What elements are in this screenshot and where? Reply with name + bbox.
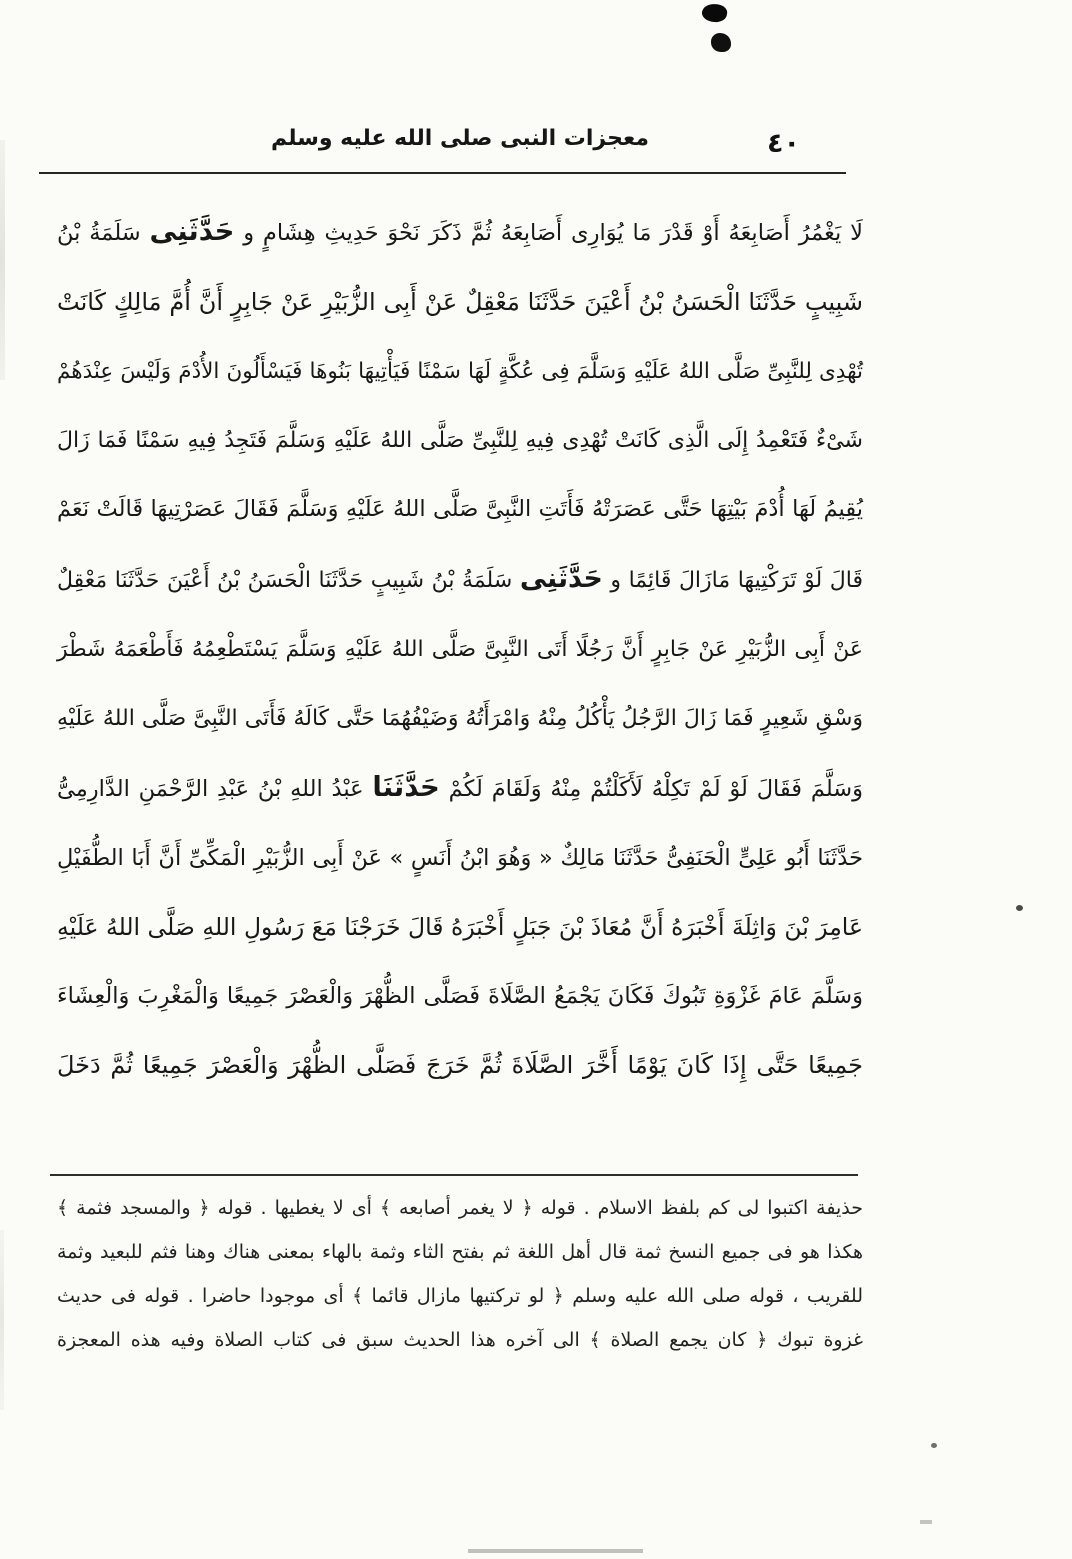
- text-segment: هكذا هو فى جميع النسخ ثمة قال أهل اللغة ثم بفتح الثاء وثمة بالهاء بمعنى هناك وهنا فثم للبعيد وثمة: [57, 1241, 863, 1263]
- text-segment: شَبِيبٍ حَدَّثَنَا الْحَسَنُ بْنُ أَعْيَنَ حَدَّثَنَا مَعْقِلٌ عَنْ أَبِى الزُّبَيْرِ عَنْ جَابِرٍ أَنَّ أُمَّ مَالِكٍ كَانَتْ: [57, 288, 863, 316]
- text-line: [57, 824, 863, 893]
- text-line: [57, 893, 863, 962]
- text-line: [57, 1274, 863, 1318]
- footnote-separator-rule: [50, 1174, 858, 1176]
- text-segment: لَا يَغْمُرُ أَصَابِعَهُ أَوْ قَدْرَ مَا يُوَارِى أَصَابِعَهُ ثُمَّ ذَكَرَ نَحْوَ حَدِيثِ هِشَامٍ و: [234, 220, 863, 246]
- text-line: [57, 1186, 863, 1230]
- scan-artifact: [468, 1549, 643, 1553]
- text-segment: جَمِيعًا حَتَّى إِذَا كَانَ يَوْمًا أَخَّرَ الصَّلَاةَ ثُمَّ خَرَجَ فَصَلَّى الظُّهْرَ وَالْعَصْرَ جَمِيعًا ثُمَّ دَخَلَ: [57, 1051, 863, 1079]
- text-line: [57, 684, 863, 753]
- text-segment: تُهْدِى لِلنَّبِىِّ صَلَّى اللهُ عَلَيْهِ وَسَلَّمَ فِى عُكَّةٍ لَهَا سَمْنًا فَيَأْتِيهَا بَنُوهَا فَيَسْأَلُونَ الأُدْمَ وَلَيْسَ عِنْدَهُمْ: [57, 359, 863, 384]
- text-line: [57, 197, 863, 268]
- text-line: [57, 1031, 863, 1100]
- scan-artifact: [920, 1520, 932, 1524]
- scan-artifact: [1016, 905, 1023, 911]
- text-segment: عَامِرَ بْنَ وَاثِلَةَ أَخْبَرَهُ أَنَّ مُعَاذَ بْنَ جَبَلٍ أَخْبَرَهُ قَالَ خَرَجْنَا مَعَ رَسُولِ اللهِ صَلَّى اللهُ عَلَيْهِ: [57, 913, 863, 941]
- scan-artifact: [931, 1443, 937, 1448]
- text-line: [57, 337, 863, 406]
- text-segment: وَسْقِ شَعِيرٍ فَمَا زَالَ الرَّجُلُ يَأْكُلُ مِنْهُ وَامْرَأَتُهُ وَضَيْفُهُمَا حَتَّى كَالَهُ فَأَتَى النَّبِىَّ صَلَّى اللهُ عَلَيْهِ: [57, 706, 863, 731]
- text-segment: غزوة تبوك ﴿ كان يجمع الصلاة ﴾ الى آخره هذا الحديث سبق فى كتاب الصلاة وفيه هذه المعجزة: [57, 1329, 863, 1351]
- text-segment: وَسَلَّمَ فَقَالَ لَوْ لَمْ تَكِلْهُ لَأَكَلْتُمْ مِنْهُ وَلَقَامَ لَكُمْ: [439, 776, 863, 802]
- text-line: [57, 753, 863, 824]
- text-line: [57, 615, 863, 684]
- text-segment: يُقِيمُ لَهَا أُدْمَ بَيْتِهَا حَتَّى عَصَرَتْهُ فَأَتَتِ النَّبِىَّ صَلَّى اللهُ عَلَيْهِ وَسَلَّمَ فَقَالَ عَصَرْتِيهَا قَالَتْ نَعَمْ: [57, 496, 863, 522]
- text-segment: عَبْدُ اللهِ بْنُ عَبْدِ الرَّحْمَنِ الدَّارِمِىُّ: [57, 776, 373, 802]
- text-line: [57, 475, 863, 544]
- header-rule: [39, 172, 846, 174]
- scan-artifact: [0, 1230, 4, 1410]
- text-line: [57, 268, 863, 337]
- page-header-title: معجزات النبى صلى الله عليه وسلم: [270, 126, 650, 151]
- text-line: [57, 962, 863, 1031]
- text-line: [57, 1318, 863, 1362]
- text-line: [57, 1230, 863, 1274]
- hadith-marker: حَدَّثَنِى: [519, 563, 603, 594]
- hadith-marker: حَدَّثَنَا: [372, 772, 440, 803]
- page-number: ٤٠: [767, 128, 800, 159]
- footnotes-block: [57, 1186, 863, 1362]
- page-header: [57, 126, 863, 168]
- scan-artifact: [0, 140, 5, 380]
- text-segment: سَلَمَةُ بْنُ شَبِيبٍ حَدَّثَنَا الْحَسَنُ بْنُ أَعْيَنَ حَدَّثَنَا مَعْقِلٌ: [57, 568, 520, 593]
- text-segment: حذيفة اكتبوا لى كم بلفظ الاسلام . قوله ﴿ لا يغمر أصابعه ﴾ أى لا يغطيها . قوله ﴿ والمسجد فثمة ﴾: [57, 1197, 863, 1219]
- scan-artifact: [701, 2, 729, 24]
- scan-artifact: [711, 33, 731, 52]
- text-segment: للقريب ، قوله صلى الله عليه وسلم ﴿ لو تركتيها مازال قائما ﴾ أى موجودا حاضرا . قوله فى حديث: [57, 1285, 863, 1307]
- text-segment: قَالَ لَوْ تَرَكْتِيهَا مَازَالَ قَائِمًا و: [602, 568, 863, 593]
- text-segment: وَسَلَّمَ عَامَ غَزْوَةِ تَبُوكَ فَكَانَ يَجْمَعُ الصَّلَاةَ فَصَلَّى الظُّهْرَ وَالْعَصْرَ جَمِيعًا وَالْمَغْرِبَ وَالْعِشَاءَ: [57, 983, 863, 1009]
- text-segment: حَدَّثَنَا أَبُو عَلِىٍّ الْحَنَفِىُّ حَدَّثَنَا مَالِكٌ « وَهُوَ ابْنُ أَنَسٍ » عَنْ أَبِى الزُّبَيْرِ الْمَكِّىِّ أَنَّ أَبَا الطُّفَيْلِ: [57, 845, 863, 871]
- hadith-marker: حَدَّثَنِى: [149, 216, 235, 247]
- text-segment: عَنْ أَبِى الزُّبَيْرِ عَنْ جَابِرٍ أَنَّ رَجُلًا أَتَى النَّبِىَّ صَلَّى اللهُ عَلَيْهِ وَسَلَّمَ يَسْتَطْعِمُهُ فَأَطْعَمَهُ شَطْرَ: [57, 637, 863, 662]
- main-text-block: [57, 197, 863, 1100]
- text-segment: شَىْءٌ فَتَعْمِدُ إِلَى الَّذِى كَانَتْ تُهْدِى فِيهِ لِلنَّبِىِّ صَلَّى اللهُ عَلَيْهِ وَسَلَّمَ فَتَجِدُ فِيهِ سَمْنًا فَمَا زَالَ: [57, 428, 863, 453]
- text-segment: سَلَمَةُ بْنُ: [57, 220, 150, 246]
- text-line: [57, 544, 863, 615]
- text-line: [57, 406, 863, 475]
